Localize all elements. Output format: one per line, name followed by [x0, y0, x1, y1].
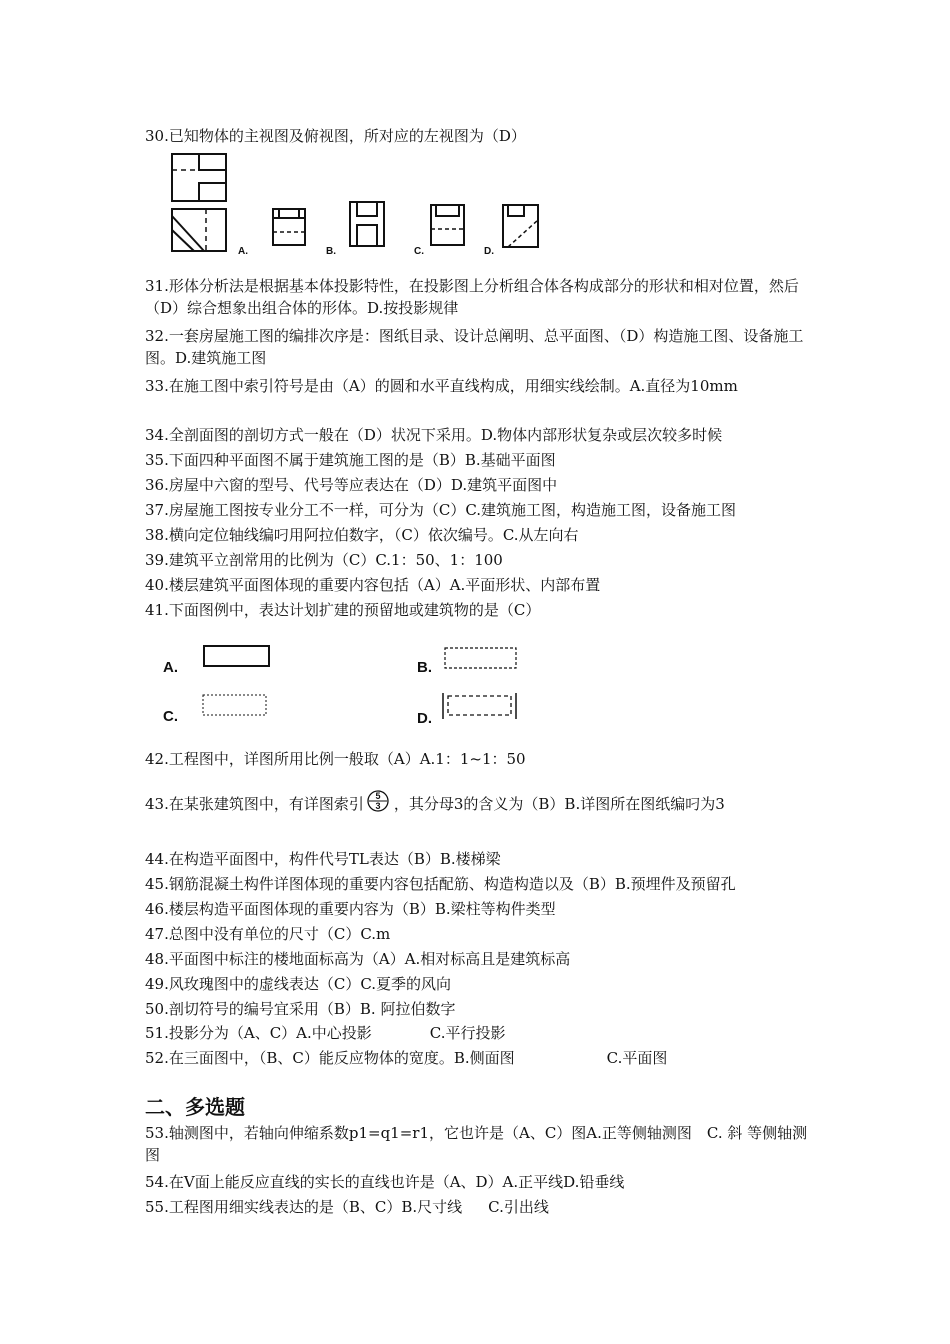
- question-39: 39.建筑平立剖常用的比例为（C）C.1：50、1：100: [145, 551, 503, 569]
- fig41-label-a: A.: [163, 659, 178, 676]
- section-heading-multiple-choice: 二、多选题: [145, 1095, 245, 1119]
- question-41-figure: [155, 635, 535, 735]
- question-55: [145, 1196, 549, 1218]
- question-52: [145, 1047, 667, 1069]
- question-41: 41.下面图例中，表达计划扩建的预留地或建筑物的是（C）: [145, 601, 541, 619]
- question-43-text-a: 43.在某张建筑图中，有详图索引: [145, 795, 364, 813]
- detail-index-symbol: [365, 789, 393, 817]
- question-47: 47.总图中没有单位的尺寸（C）C.m: [145, 925, 391, 943]
- fig41-label-d: D.: [417, 710, 432, 727]
- question-30-figure: [160, 150, 560, 262]
- question-32: 32.一套房屋施工图的编排次序是：图纸目录、设计总阐明、总平面图、（D）构造施工图、设备施工图。D.建筑施工图: [145, 327, 804, 367]
- front-view-notch: [199, 154, 226, 170]
- question-45: 45.钢筋混凝土构件详图体现的重要内容包括配筋、构造构造以及（B）B.预埋件及预留孔: [145, 875, 736, 893]
- question-50: 50.剖切符号的编号宜采用（B）B. 阿拉伯数字: [145, 1000, 456, 1018]
- question-33: 33.在施工图中索引符号是由（A）的圆和水平直线构成，用细实线绘制。A.直径为10mm: [145, 377, 738, 395]
- index-symbol-bottom: 3: [375, 801, 381, 811]
- question-51: [145, 1022, 506, 1044]
- question-52-text-b: C.平面图: [606, 1049, 668, 1067]
- question-46: 46.楼层构造平面图体现的重要内容为（B）B.梁柱等构件类型: [145, 900, 556, 918]
- question-55-text-a: 55.工程图用细实线表达的是（B、C）B.尺寸线: [145, 1198, 463, 1216]
- question-44: 44.在构造平面图中，构件代号TL表达（B）B.楼梯梁: [145, 850, 501, 868]
- question-43: [145, 789, 725, 817]
- fig30-label-d: D.: [484, 246, 494, 257]
- fig41-label-b: B.: [417, 659, 432, 676]
- question-43-text-b: ，其分母3的含义为（B）B.详图所在图纸编叼为3: [393, 795, 725, 813]
- question-40: 40.楼层建筑平面图体现的重要内容包括（A）A.平面形状、内部布置: [145, 576, 601, 594]
- index-symbol-top: 5: [375, 791, 381, 801]
- question-34: 34.全剖面图的剖切方式一般在（D）状况下采用。D.物体内部形状复杂或层次较多时候: [145, 426, 723, 444]
- question-42: 42.工程图中，详图所用比例一般取（A）A.1：1~1：50: [145, 750, 526, 768]
- question-53: 53.轴测图中，若轴向伸缩系数p1=q1=r1，它也许是（A、C）图A.正等侧轴测图 C. 斜 等侧轴测图: [145, 1124, 808, 1164]
- question-52-text-a: 52.在三面图中，（B、C）能反应物体的宽度。B.侧面图: [145, 1049, 515, 1067]
- fig30-label-b: B.: [326, 246, 336, 257]
- question-49: 49.风玫瑰图中的虚线表达（C）C.夏季的风向: [145, 975, 452, 993]
- question-38: 38.横向定位轴线编叼用阿拉伯数字，（C）依次编号。C.从左向右: [145, 526, 579, 544]
- fig30-label-a: A.: [238, 246, 248, 257]
- question-55-text-b: C.引出线: [488, 1198, 549, 1216]
- legend-b-dashed-rect: [445, 648, 516, 668]
- legend-c-dotted-rect: [203, 695, 266, 715]
- question-51-text-b: C.平行投影: [429, 1024, 506, 1042]
- question-37: 37.房屋施工图按专业分工不一样，可分为（C）C.建筑施工图，构造施工图，设备施工图: [145, 501, 737, 519]
- fig30-label-c: C.: [414, 246, 424, 257]
- option-a-view: [273, 209, 305, 245]
- legend-d-bracket-rect: [443, 693, 516, 719]
- question-35: 35.下面四种平面图不属于建筑施工图的是（B）B.基础平面图: [145, 451, 556, 469]
- question-51-text-a: 51.投影分为（A、C）A.中心投影: [145, 1024, 372, 1042]
- question-31: 31.形体分析法是根据基本体投影特性，在投影图上分析组合体各构成部分的形状和相对位置，然后（D）综合想象出组合体的形体。D.按投影规律: [145, 277, 799, 317]
- question-48: 48.平面图中标注的楼地面标高为（A）A.相对标高且是建筑标高: [145, 950, 571, 968]
- fig41-label-c: C.: [163, 708, 178, 725]
- legend-a-solid-rect: [204, 646, 269, 666]
- question-30: 30.已知物体的主视图及俯视图，所对应的左视图为（D）: [145, 127, 526, 145]
- question-54: 54.在V面上能反应直线的实长的直线也许是（A、D）A.正平线D.铅垂线: [145, 1173, 625, 1191]
- question-36: 36.房屋中六窗的型号、代号等应表达在（D）D.建筑平面图中: [145, 476, 558, 494]
